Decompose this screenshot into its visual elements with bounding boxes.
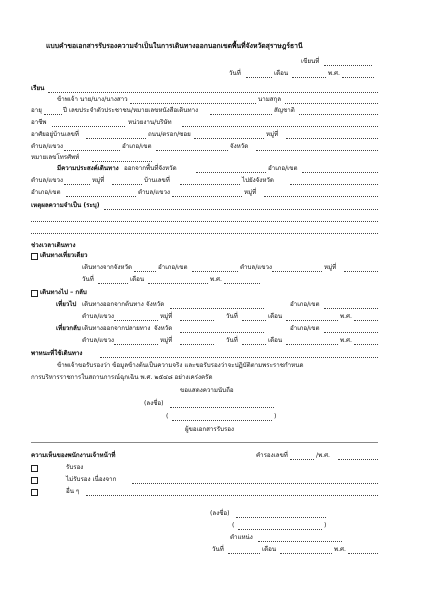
agency-label: หน่วยงาน/บริษัท (128, 119, 172, 126)
other-checkbox[interactable] (31, 489, 38, 496)
go-amphoe-label: อำเภอ/เขต (290, 301, 320, 308)
section-divider (31, 442, 378, 443)
oneway-moo-field[interactable] (344, 271, 378, 272)
officer-year-label: พ.ศ. (334, 546, 346, 553)
address-no-label: อาศัยอยู่บ้านเลขที่ (31, 131, 79, 138)
house-no2-field[interactable] (180, 184, 240, 185)
back-from-label: เดินทางออกจากปลายทาง (82, 325, 151, 332)
form-title: แบบคำขอเอกสารรับรองความจำเป็นในการเดินทางออกนอกเขตพื้นที่จังหวัดสุราษฎร์ธานี (46, 42, 303, 50)
surname-field[interactable] (285, 103, 378, 104)
respect-text: ขอแสดงความนับถือ (180, 387, 234, 394)
go-tambon-field[interactable] (114, 320, 158, 321)
officer-day-field[interactable] (228, 553, 260, 554)
officer-paren-close: ) (324, 522, 327, 529)
other-label: อื่น ๆ (66, 488, 80, 495)
back-moo-field[interactable] (180, 344, 214, 345)
tambon2-label: ตำบล/แขวง (31, 177, 64, 184)
go-amphoe-field[interactable] (324, 308, 378, 309)
reason-field-3[interactable] (31, 233, 378, 234)
go-moo-field[interactable] (180, 320, 214, 321)
back-amphoe-field[interactable] (324, 332, 378, 333)
province-label: จังหวัด (230, 143, 249, 150)
to-field[interactable] (48, 92, 378, 93)
go-from-label: เดินทางออกจากต้นทาง (82, 301, 144, 308)
period-label: ช่วงเวลาเดินทาง (31, 242, 76, 249)
approve-checkbox[interactable] (31, 465, 38, 472)
tambon2-field[interactable] (64, 184, 90, 185)
agency-field[interactable] (182, 126, 378, 127)
tambon3-field[interactable] (172, 196, 242, 197)
id-card-label: ปี เลขประจำตัวประชาชน/หมายเลขหนังสือเดินทาง (63, 107, 199, 114)
vehicle-label: พาหนะที่ใช้เดินทาง (31, 350, 83, 357)
back-province-field[interactable] (180, 332, 264, 333)
reason-field-2[interactable] (31, 221, 378, 222)
vehicle-field[interactable] (100, 357, 378, 358)
approve-label: รับรอง (66, 464, 84, 471)
requester-title: ผู้ขอเอกสารรับรอง (185, 426, 235, 433)
officer-opinion-label: ความเห็นของพนักงานเจ้าหน้าที่ (31, 452, 116, 459)
house-no2-label: บ้านเลขที่ (144, 177, 170, 184)
reject-checkbox[interactable] (31, 477, 38, 484)
road-field[interactable] (194, 138, 264, 139)
moo-label: หมู่ที่ (266, 131, 279, 138)
officer-name-field[interactable] (238, 529, 322, 530)
back-day-label: วันที่ (226, 337, 238, 344)
amphoe2-label: อำเภอ/เขต (268, 165, 298, 172)
moo2-label: หมู่ที่ (92, 177, 105, 184)
back-month-label: เดือน (268, 337, 283, 344)
oneway-day-label: วันที่ (82, 276, 94, 283)
phone-label: หมายเลขโทรศัพท์ (31, 154, 80, 161)
go-day-label: วันที่ (226, 313, 238, 320)
date-day-field[interactable] (246, 77, 272, 78)
oneway-day-field[interactable] (98, 283, 128, 284)
address-no-field[interactable] (86, 138, 146, 139)
oneway-tambon-label: ตำบล/แขวง (240, 264, 273, 271)
name-field[interactable] (130, 103, 256, 104)
cert-year-label: /พ.ศ. (316, 452, 331, 459)
reason-label: เหตุผลความจำเป็น (ระบุ) (31, 202, 100, 209)
oneway-moo-label: หมู่ที่ (324, 264, 337, 271)
oneway-label: เดินทางเที่ยวเดียว (40, 252, 88, 259)
requester-sign-label: (ลงชื่อ) (144, 400, 164, 407)
go-month-label: เดือน (268, 313, 283, 320)
surname-label: นามสกุล (258, 96, 282, 103)
date-month-label: เดือน (274, 70, 289, 77)
written-at-label: เขียนที่ (301, 58, 320, 65)
officer-paren-open: ( (232, 522, 235, 529)
phone-field[interactable] (92, 161, 152, 162)
occupation-field[interactable] (52, 126, 125, 127)
moo3-label: หมู่ที่ (244, 189, 257, 196)
roundtrip-label: เดินทางไป – กลับ (40, 289, 87, 296)
cert-no-field[interactable] (290, 459, 314, 460)
officer-position-field[interactable] (258, 541, 342, 542)
back-month-field[interactable] (286, 344, 338, 345)
date-day-label: วันที่ (229, 70, 241, 77)
officer-year-field[interactable] (348, 553, 378, 554)
id-card-field[interactable] (210, 114, 272, 115)
back-province-label: จังหวัด (154, 325, 173, 332)
back-day-field[interactable] (242, 344, 266, 345)
oneway-tambon-field[interactable] (272, 271, 322, 272)
certify-line-2: การบริหารราชการในสถานการณ์ฉุกเฉิน พ.ศ. ๒๕๔๘ อย่างเคร่งครัด (31, 374, 213, 381)
date-year-field[interactable] (342, 77, 374, 78)
back-amphoe-label: อำเภอ/เขต (290, 325, 320, 332)
reason-field-1[interactable] (104, 209, 378, 210)
back-year-label: พ.ศ. (340, 337, 352, 344)
oneway-year-label: พ.ศ. (210, 276, 222, 283)
certify-line-1: ข้าพเจ้าขอรับรองว่า ข้อมูลข้างต้นเป็นความจริง และขอรับรองว่าจะปฏิบัติตามพระราชกำหนด (57, 362, 304, 369)
officer-sign-field[interactable] (236, 517, 326, 518)
to-label: เรียน (31, 85, 45, 92)
date-year-label: พ.ศ. (328, 70, 340, 77)
nationality-label: สัญชาติ (274, 107, 295, 114)
go-year-field[interactable] (354, 320, 378, 321)
go-label: เที่ยวไป (56, 301, 77, 308)
go-province-label: จังหวัด (146, 301, 165, 308)
back-year-field[interactable] (354, 344, 378, 345)
nationality-field[interactable] (299, 114, 378, 115)
reject-label: ไม่รับรอง เนื่องจาก (66, 476, 117, 483)
moo3-field[interactable] (264, 196, 378, 197)
amphoe3-label: อำเภอ/เขต (31, 189, 61, 196)
back-tambon-field[interactable] (114, 344, 158, 345)
oneway-from-label: เดินทางจากจังหวัด (82, 264, 133, 271)
go-tambon-label: ตำบล/แขวง (82, 313, 115, 320)
go-month-field[interactable] (286, 320, 338, 321)
oneway-amphoe-label: อำเภอ/เขต (158, 264, 188, 271)
requester-name-field[interactable] (172, 420, 272, 421)
other-field[interactable] (86, 495, 378, 496)
name-label: ข้าพเจ้า นาย/นาง/นางสาว (57, 96, 128, 103)
oneway-from-field[interactable] (134, 271, 156, 272)
oneway-month-field[interactable] (148, 283, 208, 284)
requester-sign-field[interactable] (170, 407, 274, 408)
purpose-label: มีความประสงค์เดินทาง (57, 165, 119, 172)
amphoe-field[interactable] (156, 150, 228, 151)
amphoe-label: อำเภอ/เขต (122, 143, 152, 150)
purpose-from-province-field[interactable] (196, 172, 266, 173)
back-label: เที่ยวกลับ (56, 325, 81, 332)
moo-field[interactable] (286, 138, 378, 139)
road-label: ถนน/ตรอก/ซอย (148, 131, 191, 138)
oneway-month-label: เดือน (130, 276, 145, 283)
cert-no-label: คำรองเลขที่ (256, 452, 288, 459)
roundtrip-checkbox[interactable] (31, 290, 38, 297)
age-field[interactable] (44, 114, 62, 115)
officer-sign-label: (ลงชื่อ) (210, 510, 230, 517)
amphoe3-field[interactable] (66, 196, 136, 197)
back-tambon-label: ตำบล/แขวง (82, 337, 115, 344)
tambon3-label: ตำบล/แขวง (138, 189, 171, 196)
go-moo-label: หมู่ที่ (160, 313, 173, 320)
go-province-field[interactable] (170, 308, 264, 309)
written-at-field[interactable] (324, 65, 372, 66)
oneway-amphoe-field[interactable] (192, 271, 238, 272)
reject-reason-field[interactable] (132, 483, 378, 484)
occupation-label: อาชีพ (31, 119, 47, 126)
province-field[interactable] (256, 150, 378, 151)
purpose-from-province-label: ออกจากพื้นที่จังหวัด (124, 165, 177, 172)
officer-month-label: เดือน (262, 546, 277, 553)
amphoe2-field[interactable] (302, 172, 378, 173)
officer-day-label: วันที่ (212, 546, 224, 553)
moo2-field[interactable] (112, 184, 142, 185)
tambon-label: ตำบล/แขวง (31, 143, 64, 150)
go-year-label: พ.ศ. (340, 313, 352, 320)
requester-paren-close: ) (274, 413, 277, 420)
officer-month-field[interactable] (280, 553, 332, 554)
to-province-field[interactable] (290, 184, 378, 185)
date-month-field[interactable] (292, 77, 326, 78)
cert-year-field[interactable] (338, 459, 378, 460)
oneway-year-field[interactable] (224, 283, 260, 284)
tambon-field[interactable] (64, 150, 120, 151)
age-label: อายุ (31, 107, 42, 114)
back-moo-label: หมู่ที่ (160, 337, 173, 344)
requester-paren-open: ( (166, 413, 169, 420)
officer-position-label: ตำแหน่ง (230, 534, 253, 541)
oneway-checkbox[interactable] (31, 253, 38, 260)
go-day-field[interactable] (242, 320, 266, 321)
to-province-label: ไปยังจังหวัด (242, 177, 274, 184)
